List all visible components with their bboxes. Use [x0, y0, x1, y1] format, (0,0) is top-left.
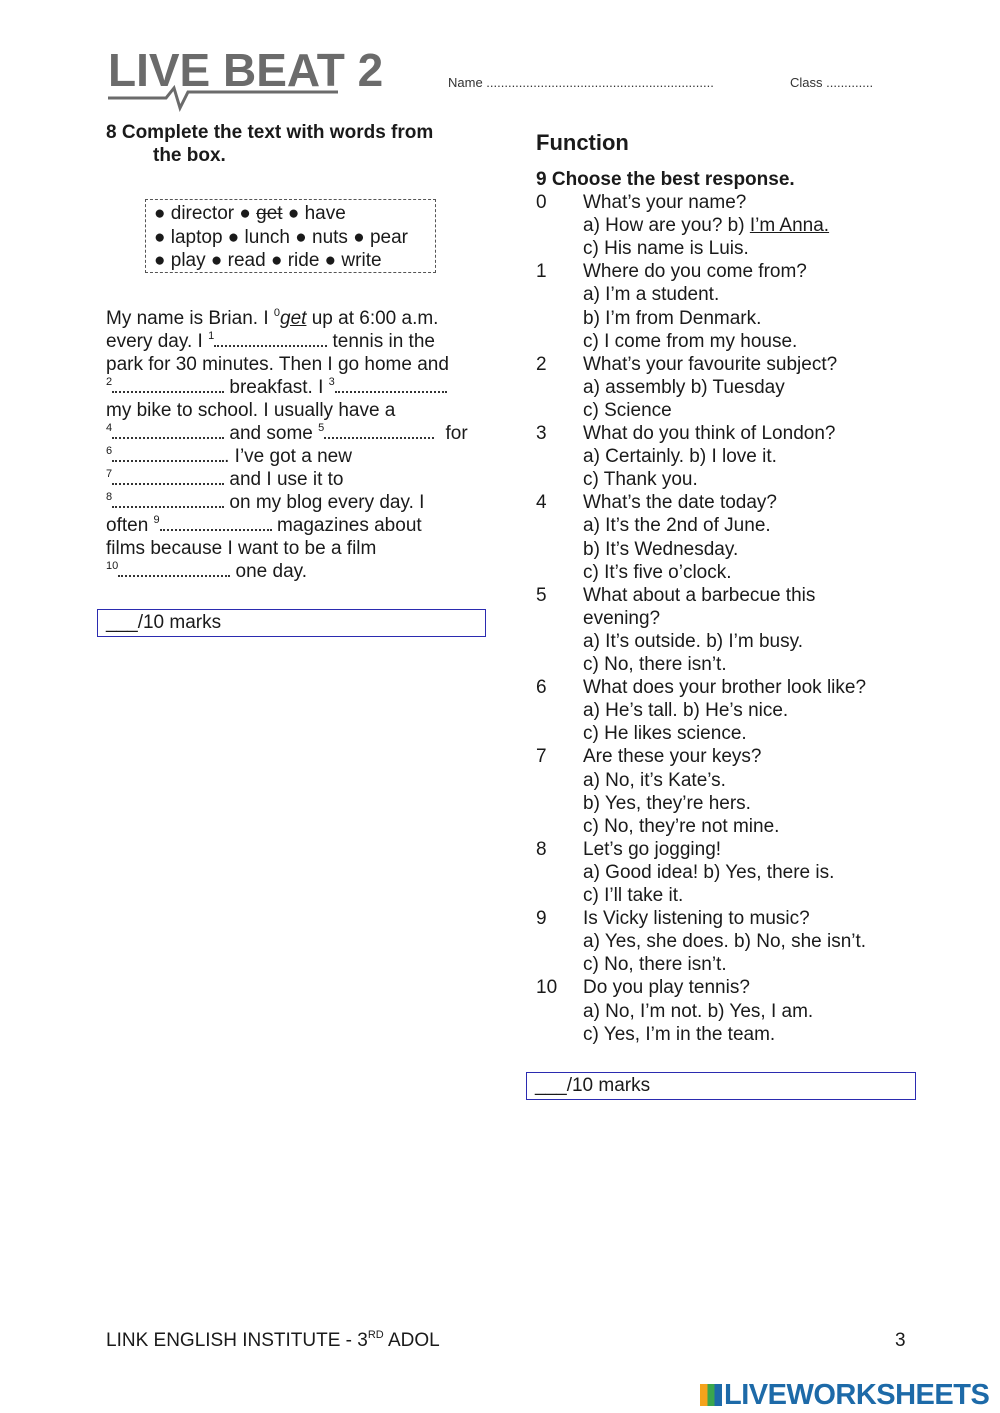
answer-options-line[interactable] — [583, 1024, 775, 1046]
question-number: 9 — [536, 908, 547, 930]
class-field[interactable]: Class ............. — [790, 75, 874, 90]
answer-options-line[interactable] — [583, 816, 779, 838]
question-number: 8 — [536, 838, 547, 860]
passage-text: films because I want to be a film — [106, 538, 377, 559]
gap-number: 1 — [208, 330, 215, 342]
logo-graphic — [108, 44, 393, 116]
passage-text: often — [106, 515, 154, 536]
answer-option-text: a) No, I’m not. b) Yes, I am. — [583, 1000, 814, 1022]
question-number: 6 — [536, 677, 547, 699]
answer-option-text: c) I come from my house. — [583, 330, 798, 352]
answer-options-line[interactable] — [583, 770, 726, 792]
livebeat-logo — [108, 44, 393, 116]
page-number: 3 — [895, 1330, 906, 1351]
gap-number: 4 — [106, 422, 113, 434]
question-text: What’s your name? — [583, 192, 747, 213]
answer-option-text: c) He likes science. — [583, 723, 747, 745]
passage-text: breakfast. I — [224, 377, 329, 398]
gap-number: 9 — [153, 514, 160, 526]
answer-option-text: a) It’s outside. b) I’m busy. — [583, 630, 803, 652]
exercise-8-title — [106, 121, 486, 167]
word-box-line3: ● play ● read ● ride ● write — [154, 250, 382, 271]
answer-options-line[interactable] — [583, 931, 866, 953]
answer-gap-5[interactable] — [324, 423, 434, 439]
answer-option-text: c) Science — [583, 399, 672, 421]
question-number: 2 — [536, 353, 547, 375]
answer-option-text: a) No, it’s Kate’s. — [583, 769, 726, 791]
answer-gap-10[interactable] — [118, 561, 230, 577]
passage-text: My name is Brian. I — [106, 308, 274, 329]
question-number: 5 — [536, 584, 547, 606]
answer-option-text: a) Yes, she does. b) No, she isn’t. — [583, 931, 867, 953]
answer-options-line[interactable] — [583, 862, 834, 884]
answer-options-line[interactable] — [583, 700, 788, 722]
answer-option-text: a) Good idea! b) Yes, there is. — [583, 861, 835, 883]
question-number: 10 — [536, 977, 558, 999]
footer-level: ADOL — [383, 1330, 440, 1351]
answer-option-text: c) No, there isn’t. — [583, 654, 727, 675]
footer-institute-text: LINK ENGLISH INSTITUTE - 3 — [106, 1330, 368, 1351]
answer-options-line[interactable] — [583, 331, 797, 353]
answer-option-text: a) Certainly. b) I love it. — [583, 446, 777, 468]
answer-gap-4[interactable] — [112, 423, 224, 439]
answer-options-line[interactable] — [583, 562, 732, 584]
passage-text: and some — [224, 423, 319, 444]
answer-options-line[interactable] — [583, 539, 738, 561]
word-box — [145, 199, 436, 273]
question-number: 1 — [536, 261, 547, 283]
answer-options-line[interactable] — [583, 954, 727, 976]
answer-options-line[interactable] — [583, 793, 751, 815]
answer-option-text: b) I’m from Denmark. — [583, 307, 762, 329]
question-text: Are these your keys? — [583, 746, 762, 768]
answer-option-text: a) He’s tall. b) He’s nice. — [583, 700, 789, 722]
answer-options-line[interactable] — [583, 654, 727, 676]
passage-text: and I use it to — [224, 469, 344, 490]
answer-gap-6[interactable] — [112, 446, 224, 462]
answer-options-line[interactable] — [583, 631, 803, 653]
question-number: 0 — [536, 192, 547, 213]
name-field[interactable]: Name ............................................................... — [448, 75, 714, 90]
answer-options-line[interactable] — [583, 515, 771, 537]
word-box-line1-b: ● have — [282, 203, 346, 224]
gap-number: 5 — [318, 422, 325, 434]
answer-options-line[interactable] — [583, 1001, 813, 1023]
answer-options-line[interactable] — [583, 400, 672, 422]
exercise-9-title: 9 Choose the best response. — [536, 169, 795, 190]
answer-options-line[interactable] — [583, 284, 719, 306]
answer-options-line[interactable] — [583, 215, 829, 237]
answer-options-line[interactable] — [583, 469, 698, 491]
footer-superscript: RD — [367, 1329, 384, 1341]
exercise-8-title-line2: the box. — [153, 145, 226, 166]
answer-option-text: c) Yes, I’m in the team. — [583, 1023, 776, 1045]
answer-option-text: b) It’s Wednesday. — [583, 538, 739, 560]
question-text: What’s your favourite subject? — [583, 353, 838, 375]
liveworksheets-brand-text: LIVEWORKSHEETS — [724, 1379, 990, 1411]
liveworksheets-icon — [700, 1384, 722, 1406]
gap-number: 2 — [106, 376, 113, 388]
exercise-9-marks-box[interactable]: ___/10 marks — [526, 1072, 916, 1100]
answer-option-text: c) I’ll take it. — [583, 885, 684, 906]
passage-text: one day. — [230, 561, 308, 582]
gap-number: 7 — [106, 468, 113, 480]
answer-option-text: b) Yes, they’re hers. — [583, 792, 751, 814]
word-box-line1-a: ● director ● — [154, 203, 257, 224]
gap-number: 0 — [273, 307, 281, 319]
answer-options-line[interactable] — [583, 446, 777, 468]
question-text: Where do you come from? — [583, 261, 807, 283]
answer-option-text: c) No, there isn’t. — [583, 954, 727, 976]
passage-text: on my blog every day. I — [224, 492, 425, 513]
answer-option-text: evening? — [583, 607, 661, 629]
answer-options-line[interactable] — [583, 723, 747, 745]
answer-option-text: a) It’s the 2nd of June. — [583, 515, 771, 537]
answer-gap-8[interactable] — [112, 492, 224, 508]
question-text: What does your brother look like? — [583, 677, 867, 699]
answer-options-line[interactable] — [583, 377, 785, 399]
answer-gap-9[interactable] — [160, 515, 272, 531]
gap-number: 6 — [106, 445, 113, 457]
question-text: What’s the date today? — [583, 492, 777, 514]
word-box-line2: ● laptop ● lunch ● nuts ● pear — [154, 226, 408, 248]
question-text: Is Vicky listening to music? — [583, 908, 810, 930]
answer-gap-1[interactable] — [214, 331, 327, 347]
footer-institute — [106, 1330, 440, 1352]
passage-text: up at 6:00 a.m. — [306, 308, 439, 329]
example-selected-answer[interactable]: I’m Anna. — [749, 215, 830, 237]
answer-option-text: c) Thank you. — [583, 469, 698, 491]
gap-number: 8 — [106, 491, 113, 503]
passage-text: park for 30 minutes. Then I go home and — [106, 354, 449, 375]
answer-options-line[interactable] — [583, 608, 660, 630]
answer-options-line[interactable] — [583, 885, 683, 907]
word-box-struck-word: get — [256, 203, 283, 224]
answer-option-text: c) His name is Luis. — [583, 238, 749, 260]
answer-gap-7[interactable] — [112, 469, 224, 485]
answer-gap-3[interactable] — [335, 377, 447, 393]
gap-number: 3 — [328, 376, 335, 388]
question-text: What do you think of London? — [583, 423, 836, 444]
section-title-function: Function — [536, 130, 629, 155]
answer-options-line[interactable] — [583, 238, 749, 260]
question-number: 4 — [536, 492, 547, 514]
passage-text: tennis in the — [327, 331, 435, 352]
passage-text: every day. I — [106, 331, 209, 352]
question-number: 7 — [536, 746, 547, 768]
logo-text: LIVE BEAT 2 — [108, 44, 384, 96]
gap-number: 10 — [106, 560, 119, 572]
passage-text: magazines about — [271, 515, 422, 536]
passage-text: for — [440, 423, 468, 444]
liveworksheets-logo — [700, 1379, 989, 1412]
question-text: Let’s go jogging! — [583, 838, 722, 860]
answer-option-text: c) It’s five o’clock. — [583, 561, 732, 583]
question-number: 3 — [536, 423, 547, 444]
exercise-8-marks-box[interactable]: ___/10 marks — [97, 609, 486, 637]
exercise-8-title-line1: 8 Complete the text with words from — [106, 122, 434, 143]
passage-text: . I’ve got a new — [224, 446, 352, 467]
example-answer: get — [280, 308, 307, 329]
answer-option-text: c) No, they’re not mine. — [583, 815, 780, 837]
question-text: What about a barbecue this — [583, 584, 816, 606]
answer-option-text: a) How are you? b) — [583, 215, 750, 237]
answer-option-text: a) assembly b) Tuesday — [583, 376, 785, 398]
passage-text: my bike to school. I usually have a — [106, 400, 396, 421]
question-text: Do you play tennis? — [583, 977, 750, 999]
answer-options-line[interactable] — [583, 308, 761, 330]
answer-option-text: a) I’m a student. — [583, 284, 720, 306]
answer-gap-2[interactable] — [112, 377, 224, 393]
